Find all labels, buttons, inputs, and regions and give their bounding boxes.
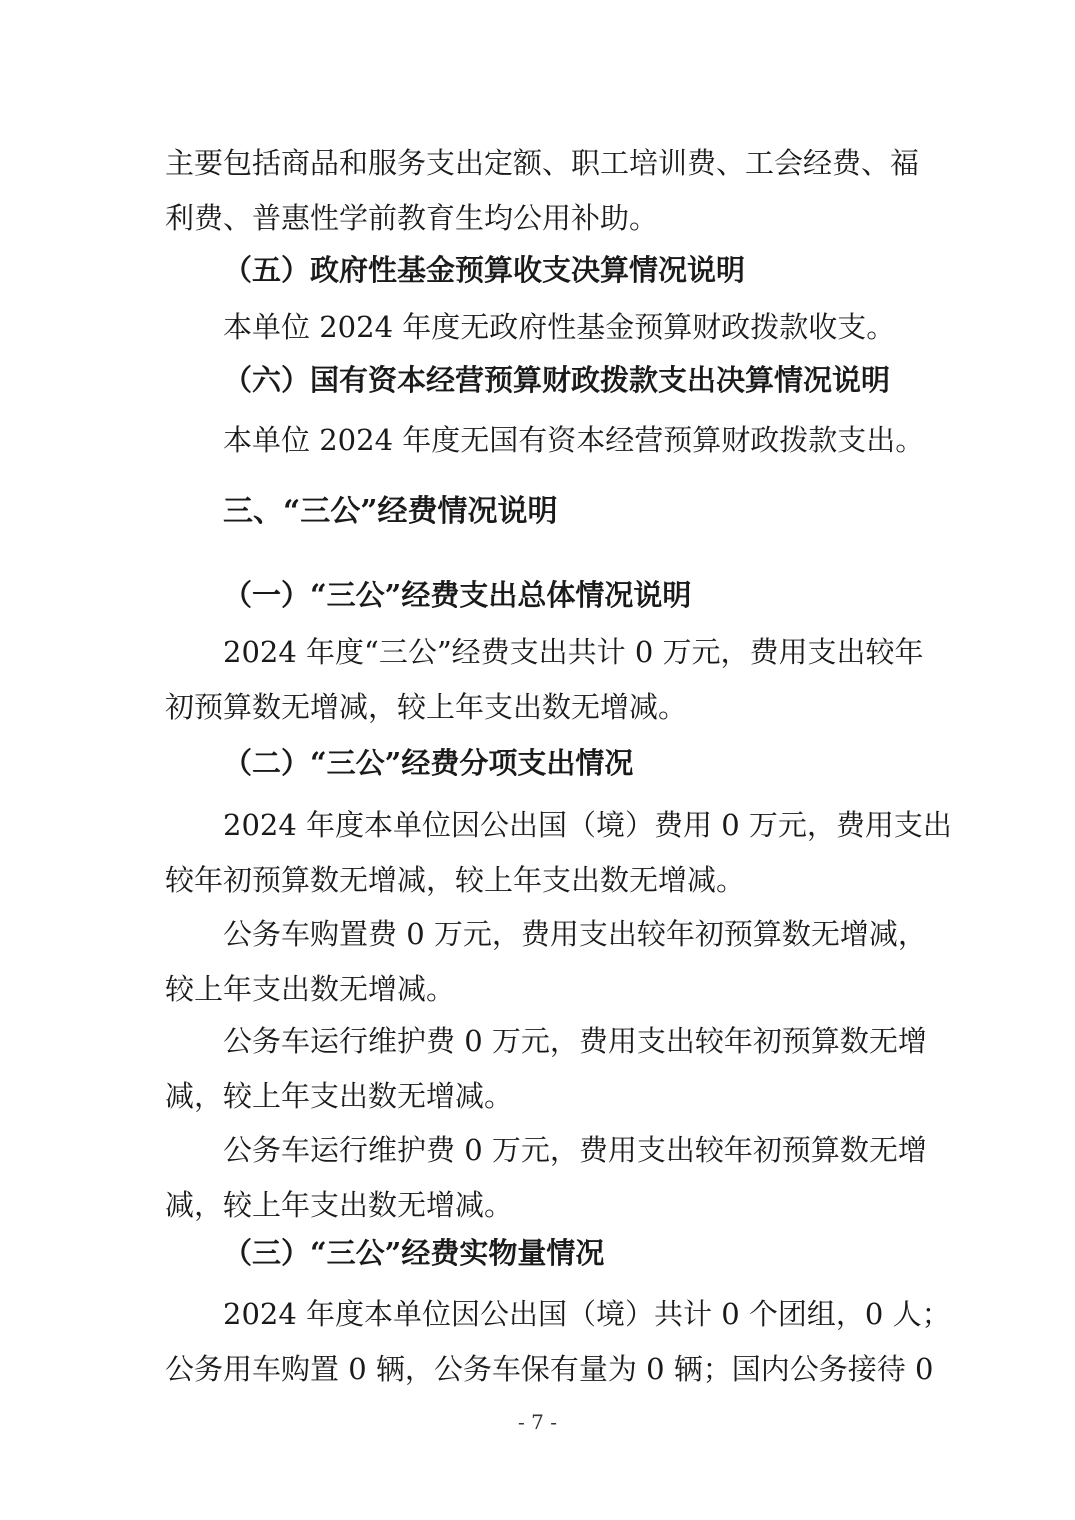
paragraph-line: 2024 年度本单位因公出国（境）共计 0 个团组，0 人； bbox=[223, 1297, 951, 1331]
paragraph-line: 公务车运行维护费 0 万元，费用支出较年初预算数无增 bbox=[223, 1133, 927, 1167]
chapter-heading-three: 三、“三公”经费情况说明 bbox=[223, 494, 558, 529]
page-number: - 7 - bbox=[518, 1410, 557, 1434]
paragraph-line: 主要包括商品和服务支出定额、职工培训费、工会经费、福 bbox=[165, 146, 920, 180]
subsection-heading-one: （一）“三公”经费支出总体情况说明 bbox=[223, 578, 692, 612]
subsection-heading-three: （三）“三公”经费实物量情况 bbox=[223, 1236, 605, 1270]
paragraph-line: 公务用车购置 0 辆，公务车保有量为 0 辆；国内公务接待 0 bbox=[165, 1352, 934, 1386]
subsection-heading-two: （二）“三公”经费分项支出情况 bbox=[223, 746, 634, 780]
paragraph-line: 初预算数无增减，较上年支出数无增减。 bbox=[165, 690, 688, 724]
paragraph-line: 本单位 2024 年度无国有资本经营预算财政拨款支出。 bbox=[223, 423, 925, 457]
paragraph-line: 公务车运行维护费 0 万元，费用支出较年初预算数无增 bbox=[223, 1024, 927, 1058]
paragraph-line: 较上年支出数无增减。 bbox=[165, 972, 456, 1006]
section-heading-five: （五）政府性基金预算收支决算情况说明 bbox=[223, 253, 746, 287]
paragraph-line: 较年初预算数无增减，较上年支出数无增减。 bbox=[165, 863, 746, 897]
paragraph-line: 公务车购置费 0 万元，费用支出较年初预算数无增减， bbox=[223, 917, 927, 951]
paragraph-line: 2024 年度“三公”经费支出共计 0 万元，费用支出较年 bbox=[223, 635, 924, 669]
paragraph-line: 2024 年度本单位因公出国（境）费用 0 万元，费用支出 bbox=[223, 808, 952, 842]
paragraph-line: 减，较上年支出数无增减。 bbox=[165, 1079, 514, 1113]
section-heading-six: （六）国有资本经营预算财政拨款支出决算情况说明 bbox=[223, 363, 891, 397]
paragraph-line: 利费、普惠性学前教育生均公用补助。 bbox=[165, 201, 659, 235]
paragraph-line: 本单位 2024 年度无政府性基金预算财政拨款收支。 bbox=[223, 310, 896, 344]
paragraph-line: 减，较上年支出数无增减。 bbox=[165, 1188, 514, 1222]
